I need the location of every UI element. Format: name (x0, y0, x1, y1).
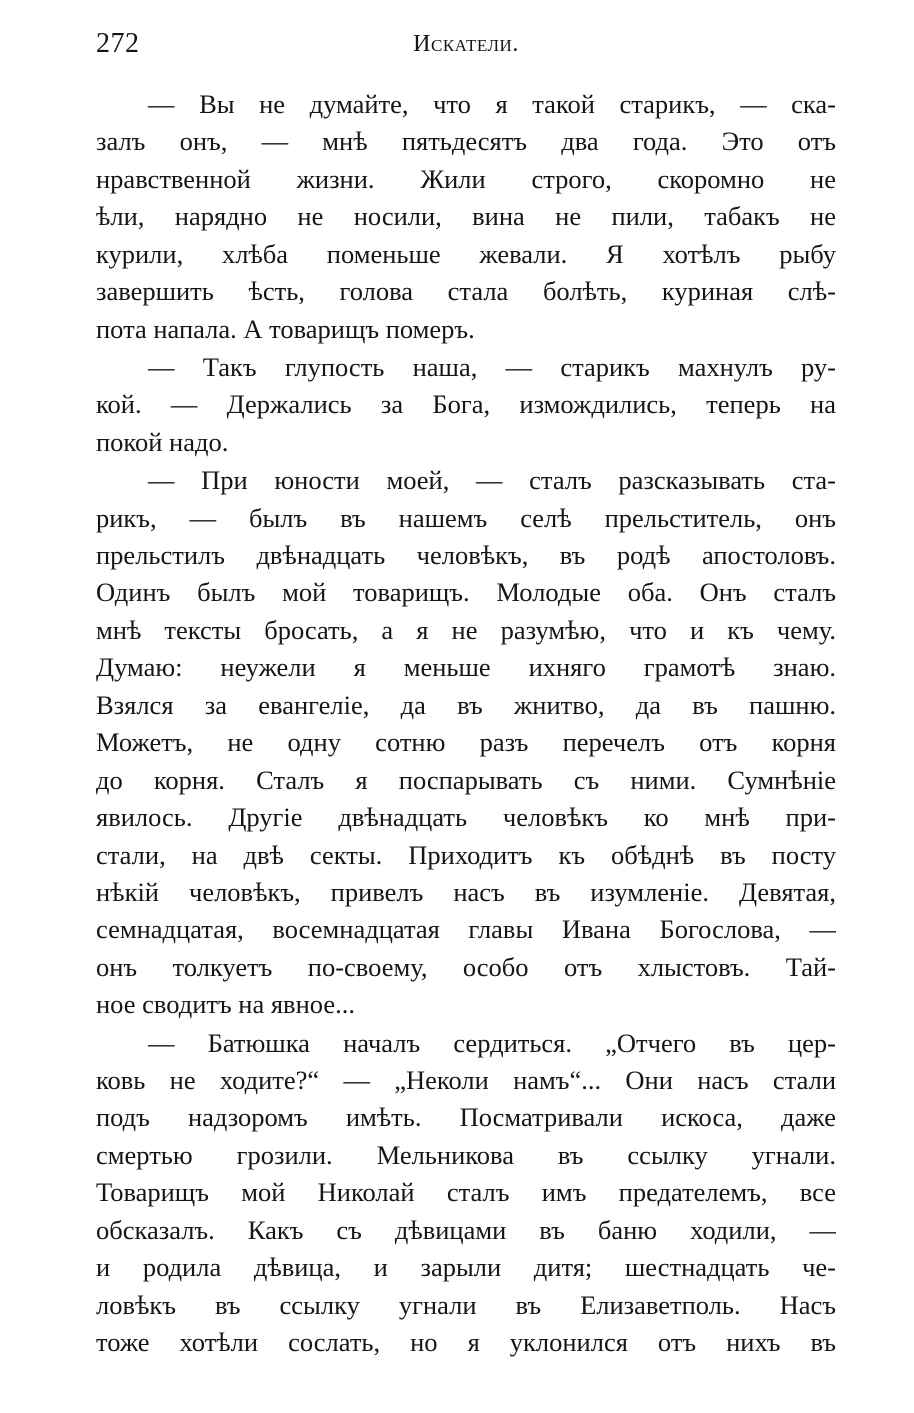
text-line: — Батюшка началъ сердиться. „Отчего въ цер- (148, 1027, 836, 1058)
text-line: тоже хотѣли сослать, но я уклонился отъ нихъ въ (96, 1327, 836, 1358)
text-line: Думаю: неужели я меньше ихняго грамотѣ знаю. (96, 652, 836, 683)
text-line: залъ онъ, — мнѣ пятьдесятъ два года. Это отъ (96, 126, 836, 157)
paragraph (96, 349, 836, 461)
text-line: семнадцатая, восемнадцатая главы Ивана Богослова, — (96, 914, 836, 945)
text-line: ное сводитъ на явное... (96, 989, 355, 1020)
text-line: Можетъ, не одну сотню разъ перечелъ отъ корня (96, 727, 836, 758)
text-line: онъ толкуетъ по-своему, особо отъ хлыстовъ. Тай- (96, 951, 836, 982)
running-head (96, 28, 836, 68)
text-line: покой надо. (96, 426, 229, 457)
running-title: Искатели. (413, 31, 519, 57)
paragraph (96, 1025, 836, 1362)
text-line: смертью грозили. Мельникова въ ссылку угнали. (96, 1139, 836, 1170)
text-line: ѣли, нарядно не носили, вина не пили, табакъ не (96, 201, 836, 232)
text-line: ловѣкъ въ ссылку угнали въ Елизаветполь. Насъ (96, 1289, 836, 1320)
text-line: нѣкій человѣкъ, привелъ насъ въ изумленіе. Девятая, (96, 876, 836, 907)
text-line: явилось. Другіе двѣнадцать человѣкъ ко мнѣ при- (96, 802, 836, 833)
text-line: ковь не ходите?“ — „Неколи намъ“... Они насъ стали (96, 1065, 836, 1096)
text-line: — При юности моей, — сталъ разсказывать ста- (148, 465, 836, 496)
text-line: Взялся за евангеліе, да въ жнитво, да въ пашню. (96, 689, 836, 720)
text-line: кой. — Держались за Бога, измождились, теперь на (96, 389, 836, 420)
text-line: пота напала. А товарищъ померъ. (96, 313, 475, 344)
text-line: нравственной жизни. Жили строго, скоромно не (96, 163, 836, 194)
page-number: 272 (96, 28, 140, 59)
text-line: стали, на двѣ секты. Приходитъ къ обѣднѣ въ посту (96, 839, 836, 870)
text-line: обсказалъ. Какъ съ дѣвицами въ баню ходили, — (96, 1214, 836, 1245)
text-line: завершить ѣсть, голова стала болѣть, куриная слѣ- (96, 276, 836, 307)
body-text (96, 86, 836, 1362)
text-line: до корня. Сталъ я поспарывать съ ними. Сумнѣніе (96, 764, 836, 795)
text-line: прельстилъ двѣнадцать человѣкъ, въ родѣ апостоловъ. (96, 540, 836, 571)
text-line: — Такъ глупость наша, — старикъ махнулъ ру- (148, 351, 836, 382)
text-line: и родила дѣвица, и зарыли дитя; шестнадцать че- (96, 1252, 836, 1283)
text-line: подъ надзоромъ имѣть. Посматривали искоса, даже (96, 1102, 836, 1133)
paragraph (96, 462, 836, 1024)
text-line: мнѣ тексты бросать, а я не разумѣю, что и къ чему. (96, 614, 836, 645)
text-line: Одинъ былъ мой товарищъ. Молодые оба. Онъ сталъ (96, 577, 836, 608)
paragraph (96, 86, 836, 348)
text-line: рикъ, — былъ въ нашемъ селѣ прельститель, онъ (96, 502, 836, 533)
text-line: Товарищъ мой Николай сталъ имъ предателемъ, все (96, 1177, 836, 1208)
text-line: — Вы не думайте, что я такой старикъ, — ска- (148, 89, 836, 119)
text-line: курили, хлѣба поменьше жевали. Я хотѣлъ рыбу (96, 238, 836, 269)
